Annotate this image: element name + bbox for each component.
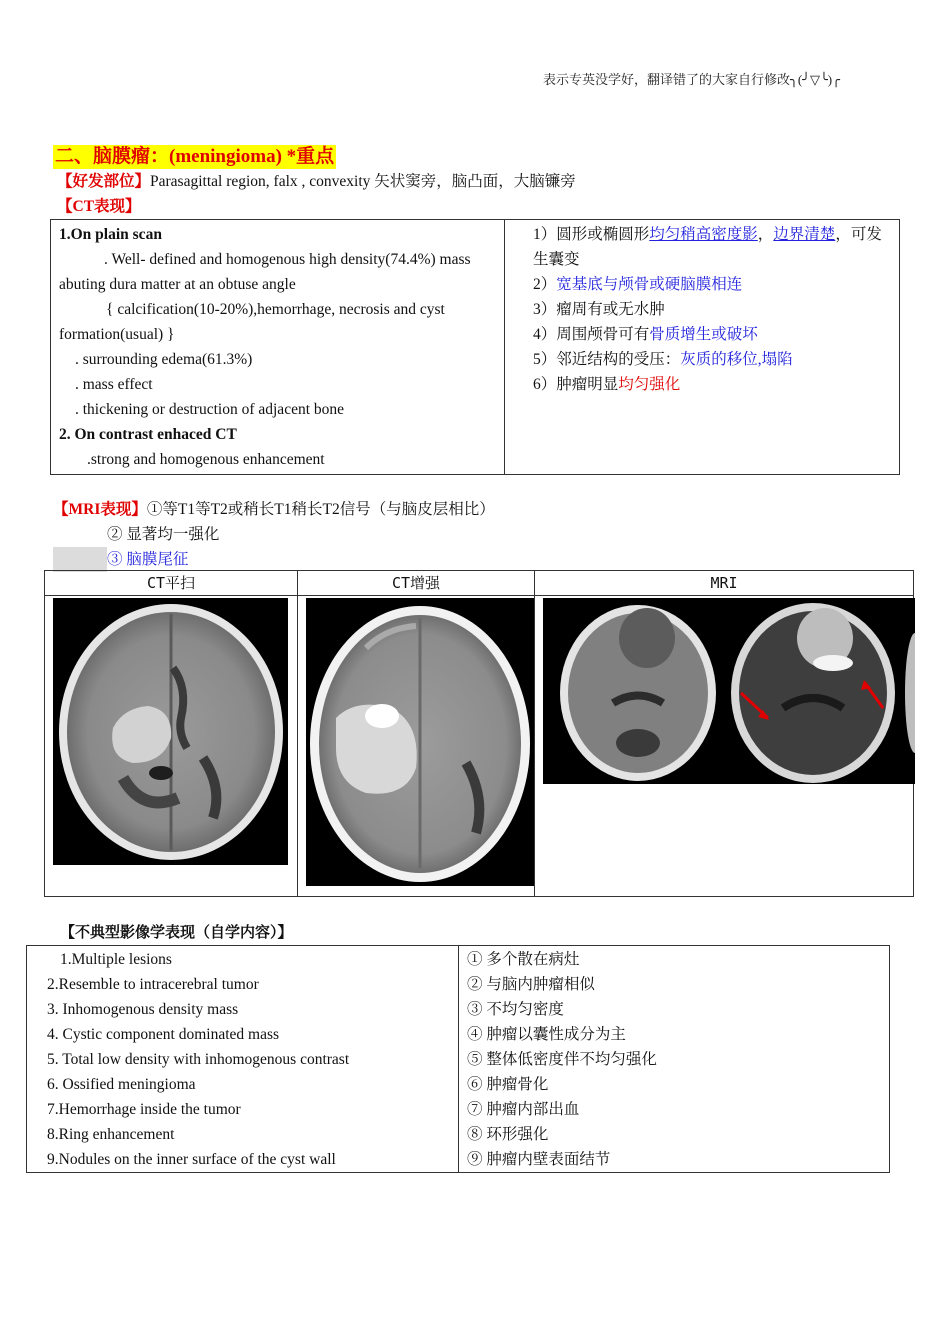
ct-heading: 【CT表现】	[57, 198, 141, 215]
ct-cn-1-sep: ，	[757, 226, 774, 243]
mri-cell	[535, 596, 914, 897]
image-header-ct-plain: CT平扫	[45, 571, 298, 596]
predilection-label: 【好发部位】	[57, 173, 151, 190]
mri-item-2: ② 显著均一强化	[107, 526, 220, 543]
mri-item-3: ③ 脑膜尾征	[53, 547, 249, 572]
contrast-title: 2. On contrast enhaced CT	[59, 426, 237, 443]
atypical-zh-row: ② 与脑内肿瘤相似	[467, 976, 595, 993]
plain-point-2: . surrounding edema(61.3%)	[75, 351, 253, 368]
atypical-chinese-col	[459, 946, 890, 1173]
plain-point-1-sub	[59, 297, 496, 347]
ct-cn-1	[513, 222, 891, 272]
ct-cn-6-pre: 6）肿瘤明显	[533, 376, 619, 393]
atypical-table	[26, 945, 890, 1173]
atypical-zh-row: ⑤ 整体低密度伴不均匀强化	[467, 1051, 657, 1068]
atypical-zh-row: ⑧ 环形强化	[467, 1126, 549, 1143]
atypical-zh-row: ⑥ 肿瘤骨化	[467, 1076, 549, 1093]
plain-point-1-text: . Well- defined and homogenous high density(74.4%) mass abuting dura matter at an obtuse angle	[59, 251, 471, 293]
ct-cn-1-pre: 1）圆形或椭圆形	[533, 226, 650, 243]
ct-cn-1-hl2: 边界清楚	[773, 226, 836, 243]
image-header-ct-enhanced: CT增强	[298, 571, 535, 596]
atypical-en-row: 6. Ossified meningioma	[47, 1076, 196, 1093]
contrast-point: .strong and homogenous enhancement	[87, 451, 325, 468]
mri-image	[543, 598, 915, 784]
atypical-zh-row: ⑨ 肿瘤内壁表面结节	[467, 1151, 611, 1168]
atypical-en-row: 3. Inhomogenous density mass	[47, 1001, 239, 1018]
plain-scan-title: 1.On plain scan	[59, 226, 162, 243]
atypical-zh-row: ④ 肿瘤以囊性成分为主	[467, 1026, 626, 1043]
atypical-en-row: 7.Hemorrhage inside the tumor	[47, 1101, 241, 1118]
ct-plain-image	[53, 598, 288, 865]
image-header-mri: MRI	[535, 571, 914, 596]
ct-cn-5-hl: 灰质的移位,塌陷	[680, 351, 793, 368]
atypical-en-row: 9.Nodules on the inner surface of the cyst wall	[47, 1151, 336, 1168]
ct-cn-4-pre: 4）周围颅骨可有	[533, 326, 650, 343]
ct-enhanced-cell	[298, 596, 535, 897]
plain-point-1-sub-text: { calcification(10-20%),hemorrhage, necrosis and cyst formation(usual) }	[59, 301, 445, 343]
ct-findings-table	[50, 219, 900, 475]
plain-point-3: . mass effect	[75, 376, 153, 393]
ct-cn-4-hl: 骨质增生或破坏	[649, 326, 758, 343]
ct-cn-1-hl1: 均匀稍高密度影	[649, 226, 758, 243]
atypical-english-col	[27, 946, 459, 1173]
ct-cn-4	[513, 322, 891, 347]
ct-cn-6	[513, 372, 891, 397]
atypical-en-row: 5. Total low density with inhomogenous contrast	[47, 1051, 350, 1068]
ct-cn-2-hl: 宽基底与颅骨或硬脑膜相连	[556, 276, 743, 293]
plain-point-1	[59, 247, 496, 297]
atypical-en-row: 8.Ring enhancement	[47, 1126, 175, 1143]
atypical-zh-row: ① 多个散在病灶	[467, 951, 580, 968]
ct-cn-2-pre: 2）	[533, 276, 557, 293]
mri-label: 【MRI表现】	[53, 501, 147, 518]
atypical-en-row: 2.Resemble to intracerebral tumor	[47, 976, 259, 993]
ct-plain-cell	[45, 596, 298, 897]
ct-enhanced-image	[306, 598, 534, 886]
ct-cn-1-post: ，可发生囊变	[533, 226, 882, 268]
atypical-title: 【不典型影像学表现（自学内容）】	[60, 925, 293, 941]
ct-cn-3: 3）瘤周有或无水肿	[533, 301, 665, 318]
atypical-zh-row: ③ 不均匀密度	[467, 1001, 564, 1018]
ct-cn-5-pre: 5）邻近结构的受压：	[533, 351, 681, 368]
header-note: 表示专英没学好，翻译错了的大家自行修改╮(╯▽╰)╭	[543, 72, 840, 87]
section-title: 二、脑膜瘤：(meningioma) *重点	[55, 146, 335, 167]
atypical-zh-row: ⑦ 肿瘤内部出血	[467, 1101, 580, 1118]
predilection-line	[57, 171, 576, 193]
ct-cn-6-hl: 均匀强化	[618, 376, 681, 393]
ct-cn-2	[513, 272, 891, 297]
mri-line-1	[53, 497, 495, 522]
atypical-en-row: 1.Multiple lesions	[60, 951, 172, 968]
ct-findings-chinese	[505, 220, 900, 475]
mri-item-1: ①等T1等T2或稍长T1稍长T2信号（与脑皮层相比）	[146, 501, 495, 518]
atypical-en-row: 4. Cystic component dominated mass	[47, 1026, 280, 1043]
plain-point-4: . thickening or destruction of adjacent bone	[75, 401, 345, 418]
predilection-text: Parasagittal region, falx , convexity 矢状窦旁，脑凸面，大脑镰旁	[150, 173, 576, 190]
image-table	[44, 570, 914, 897]
ct-cn-5	[513, 347, 891, 372]
ct-findings-english	[51, 220, 505, 475]
